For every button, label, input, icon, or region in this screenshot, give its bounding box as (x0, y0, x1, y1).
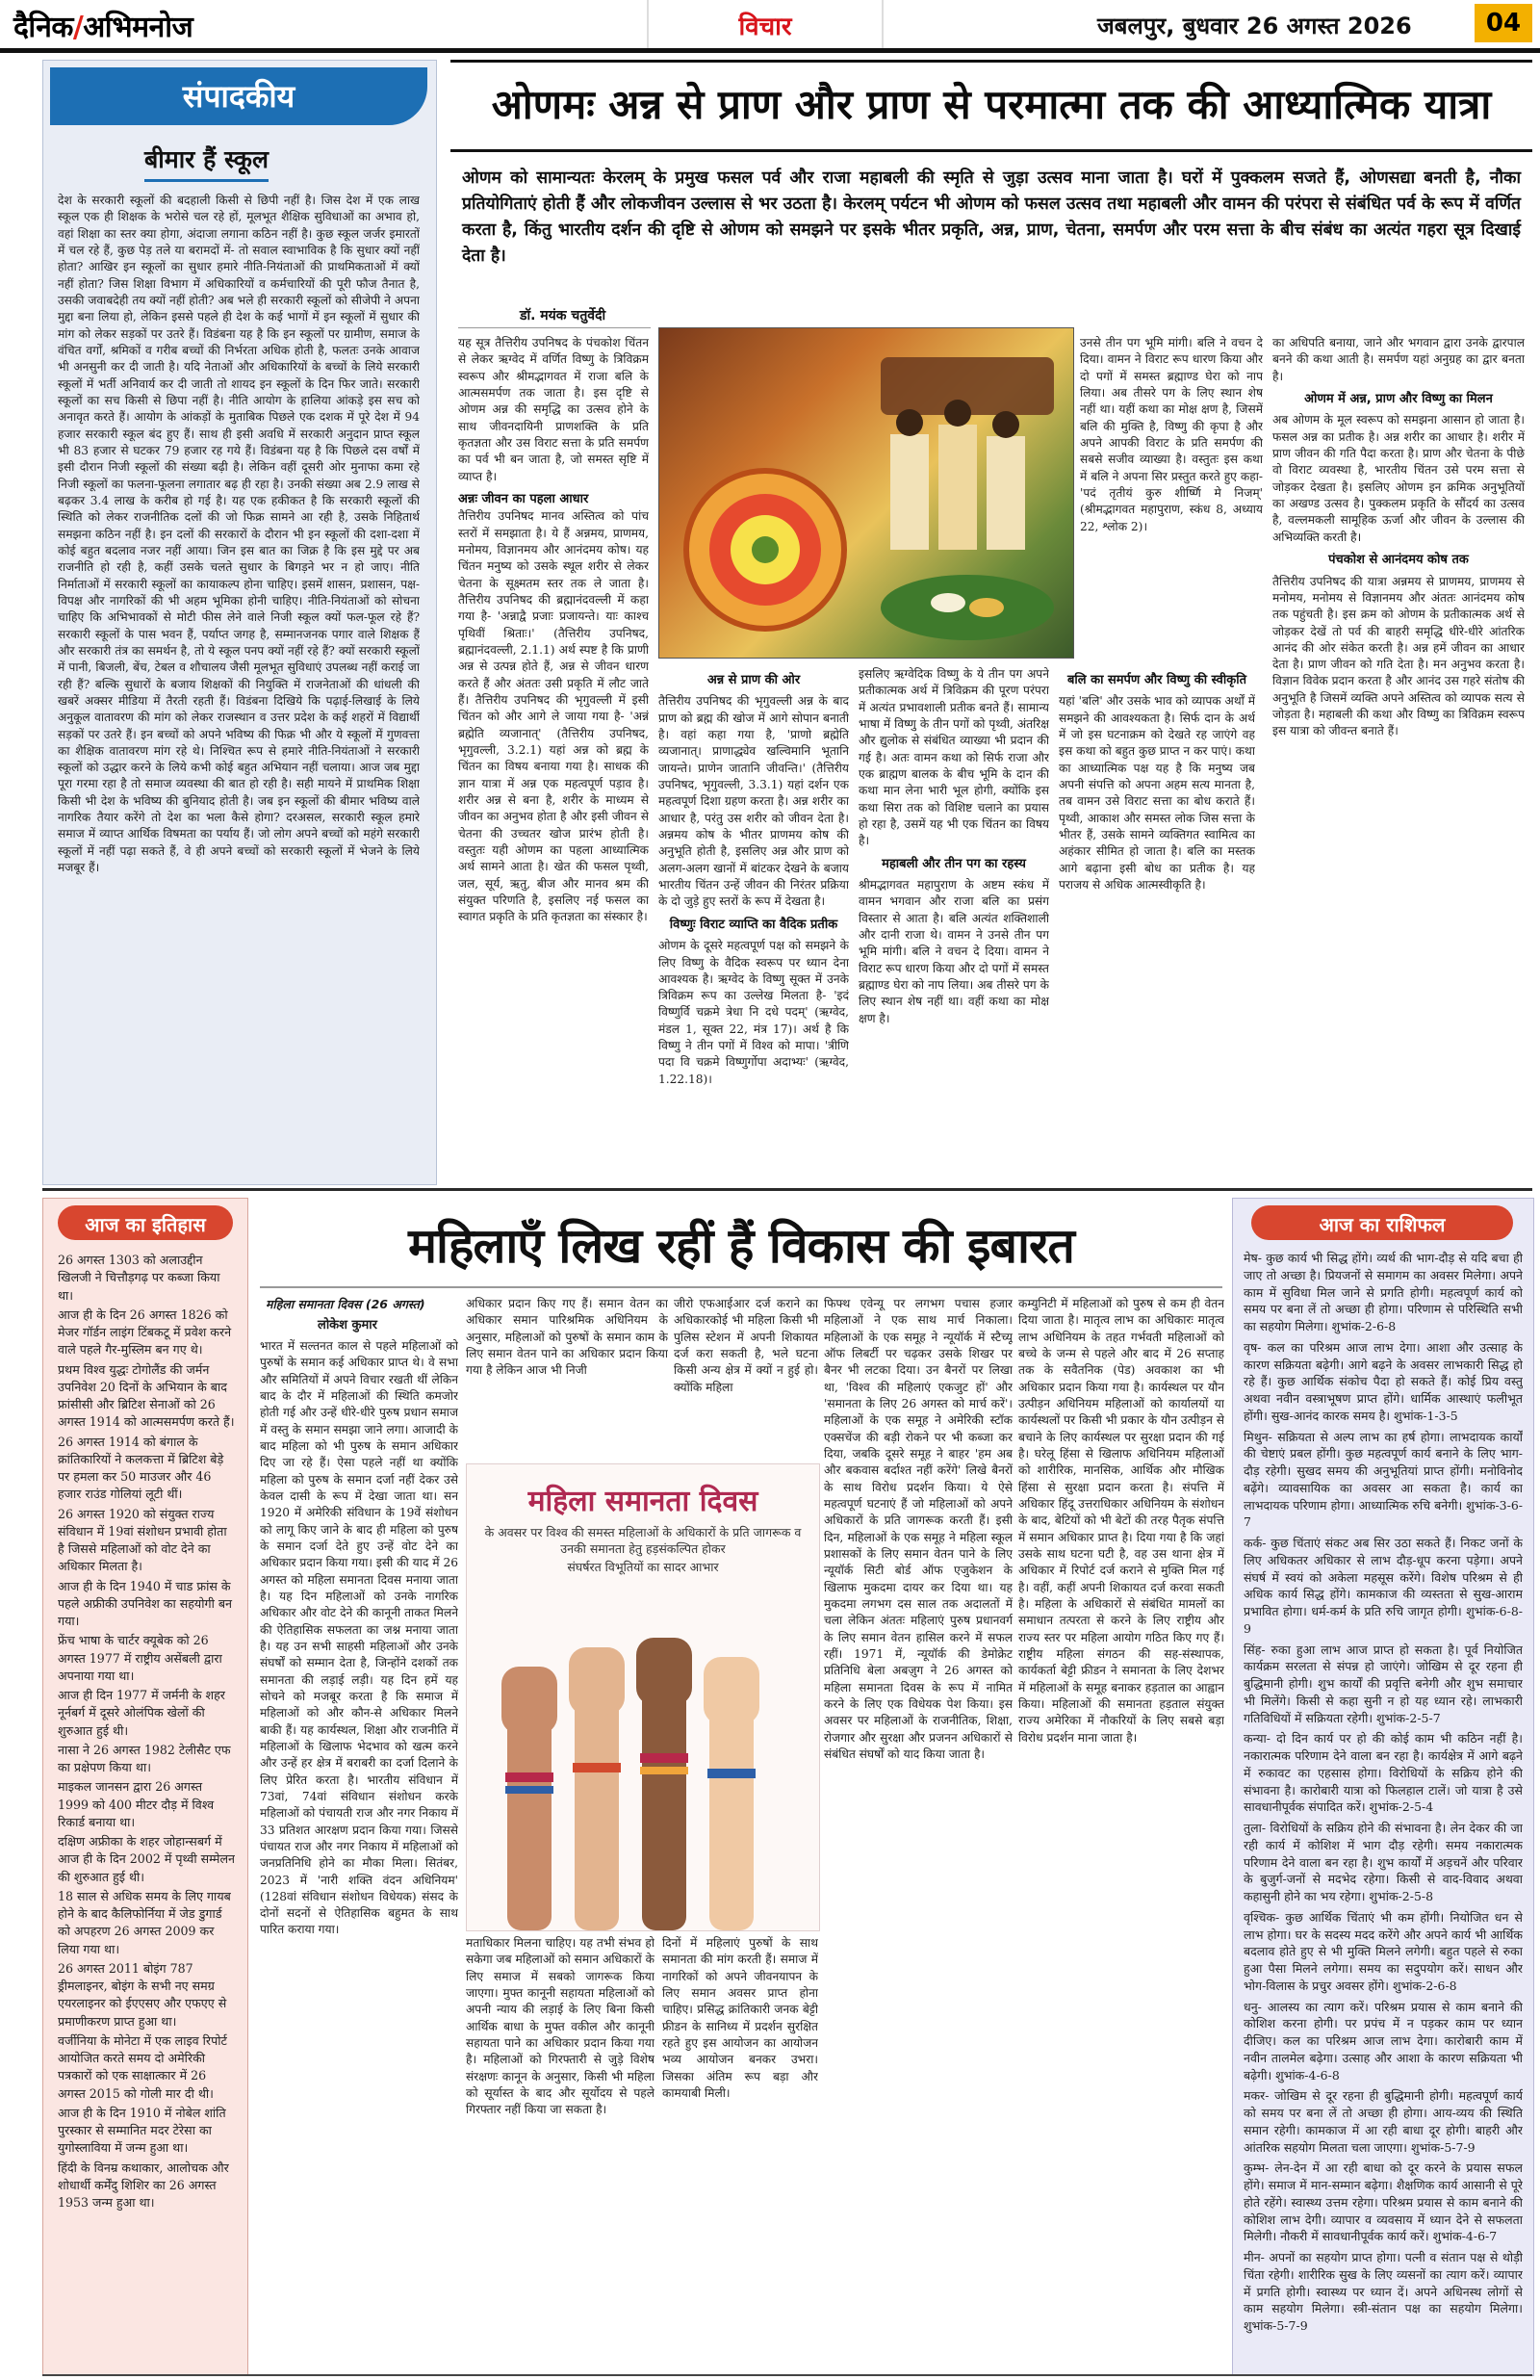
onam-festival-photo (658, 327, 1074, 659)
history-title: आज का इतिहास (85, 1213, 206, 1236)
page-number-badge (1475, 4, 1532, 42)
history-item: आज ही के दिन 1940 में चाड फ्रांस के पहले अफ्रीकी उपनिवेश का सहयोगी बन गया। (58, 1578, 233, 1628)
main-subhead-vishnu: विष्णुः विराट व्याप्ति का वैदिक प्रतीक (669, 917, 838, 932)
horoscope-item: मकर- जोखिम से दूर रहना ही बुद्धिमानी होगी। महत्वपूर्ण कार्य को समय पर बना लें तो अच्छा ही होगा। आय-व्यय की स्थिति समान रहेगी। कामकाज में आ रही बाधा दूर होगी। बाहरी और आंतरिक सहयोग मिलता चला जाएगा। शुभांक-5-7-9 (1244, 2088, 1523, 2155)
graphic-subtitle: के अवसर पर विश्व की समस्त महिलाओं के अधिकारों के प्रति जागरूक व उनकी समानता हेतु हड़संकल्पित होकर (484, 1525, 802, 1556)
main-article-intro: ओणम को सामान्यतः केरलम् के प्रमुख फसल पर्व और राजा महाबली की स्मृति से जुड़ा उत्सव माना जाता है। घरों में पुक्कलम सजते हैं, ओणसद्या बनती है, नौका प्रतियोगिताएं होती हैं और लोकजीवन उल्लास से भर उठता है। केरलम् पर्यटन भी ओणम को फसल उत्सव तथा महाबली और वामन की परंपरा से संबंधित पर्व के रूप में वर्णित करता है, किंतु भारतीय दर्शन की दृष्टि से ओणम को समझने पर इसके भीतर प्रकृति, अन्न, प्राण, चेतना, समर्पण और परम सत्ता के बीच संबंध का अत्यंत गहरा सूत्र दिखाई देता है। (462, 168, 1521, 267)
dateline: जबलपुर, बुधवार 26 अगस्त 2026 (1097, 13, 1412, 39)
horoscope-item: कन्या- दो दिन कार्य पर हो की कोई काम भी कठिन नहीं है। नकारात्मक परिणाम देने वाला बन रहा है। कार्यक्षेत्र में आगे बढ़ने में रुकावट का एहसास होगा। विरोधियों के सक्रिय होने की संभावना है। कारोबारी यात्रा को फिलहाल टालें। जो यात्रा है उसे सावधानीपूर्वक संपादित करें। शुभांक-2-5-4 (1244, 1731, 1523, 1815)
main-article-column-3 (859, 666, 1049, 1071)
horoscope-item: कर्क- कुछ चिंताएं संकट अब सिर उठा सकते हैं। निकट जनों के लिए अधिकतर अधिकार से लाभ दौड़-धूप करना पड़ेगा। अपने संघर्ष में स्वयं को अकेला महसूस करेंगे। विशेष परिश्रम से ही अधिक कार्य सिद्ध होंगे। कामकाज की व्यस्तता से सुख-आराम प्रभावित होगा। धर्म-कर्म के प्रति रुचि जागृत होगी। शुभांक-6-8-9 (1244, 1536, 1523, 1636)
history-list (58, 1252, 235, 2368)
horoscope-item: सिंह- रुका हुआ लाभ आज प्राप्त हो सकता है। पूर्व नियोजित कार्यक्रम सरलता से संपन्न हो जाएंगे। जोखिम से दूर रहना ही बुद्धिमानी होगी। शुभ कार्यों की प्रवृत्ति बनेगी और शुभ समाचार भी मिलेंगे। किसी से कहा सुनी न हो यह ध्यान रहे। लाभकारी गतिविधियों में सक्रियता रहेगी। शुभांक-2-5-7 (1244, 1642, 1523, 1725)
byline-rule (458, 327, 651, 328)
women-article-column-3b: दिनों में महिलाएं पुरुषों के साथ समानता की मांग करती हैं। समाज में नागरिकों को अपने जीवनयापन के लिए समान अवसर प्राप्त होना चाहिए। प्रसिद्ध क्रांतिकारी जनक बेट्टी फ्रीडन के सानिध्य में प्रदर्शन सुरक्षित रहते हुए इस आयोजन का आयोजन भव्य आयोजन बनकर उभरा। जिसका अंतिम रूप बड़ा और कामयाबी मिली। (662, 1936, 818, 2100)
section-divider (42, 1188, 1532, 1191)
women-article-headline: महिलाएँ लिख रहीं हैं विकास की इबारत (408, 1218, 1074, 1274)
main-col6-body-c: तैत्तिरीय उपनिषद की यात्रा अन्नमय से प्राणमय, प्राणमय से मनोमय, मनोमय से विज्ञानमय और अंततः आनंदमय कोष तक पहुंचती है। इस क्रम को ओणम के प्रतीकात्मक अर्थ से जोड़कर देखें तो पर्व की बाहरी समृद्धि धीरे-धीरे आंतरिक आनंद की ओर संकेत करती है। अन्न हमें जीवन का आधार देता है। प्राण जीवन को गति देता है। मन अनुभव करता है। विज्ञान विवेक प्रदान करता है और आनंद उस गहरे संतोष की अनुभूति है जिसमें व्यक्ति अपने अस्तित्व को व्यापक सत्य से जोड़ता है। महाबली की कथा और विष्णु का त्रिविक्रम स्वरूप इस यात्रा को जीवन्त बनाते हैं। (1272, 574, 1525, 738)
main-col2-body-b: ओणम के दूसरे महत्वपूर्ण पक्ष को समझने के लिए विष्णु के वैदिक स्वरूप पर ध्यान देना आवश्यक है। ऋग्वेद के विष्णु सूक्त में उनके त्रिविक्रम रूप का उल्लेख मिलता है- 'इदं विष्णुर्वि चक्रमे त्रेधा नि दधे पदम्' (ऋग्वेद, मंडल 1, सूक्त 22, मंत्र 17)। अर्थ है कि विष्णु ने तीन पगों में विश्व को मापा। 'त्रीणि पदा वि चक्रमे विष्णुर्गोपा अदाभ्यः' (ऋग्वेद, 1.22.18)। (658, 939, 849, 1086)
history-item: 26 अगस्त 1303 को अलाउद्दीन खिलजी ने चित्तौड़गढ़ पर कब्जा किया था। (58, 1253, 220, 1303)
main-article-column-2 (658, 666, 849, 1398)
horoscope-item: मीन- अपनों का सहयोग प्राप्त होगा। पत्नी व संतान पक्ष से थोड़ी चिंता रहेगी। शारीरिक सुख के लिए व्यसनों का त्याग करें। व्यापार में प्रगति होगी। स्वास्थ्य पर ध्यान दें। अपने अधिनस्थ लोगों से काम सहयोग मिलेगा। स्त्री-संतान पक्ष का सहयोग मिलेगा। शुभांक-5-7-9 (1244, 2250, 1523, 2333)
editorial-headline: बीमार हैं स्कूल (144, 142, 269, 182)
horoscope-item: मिथुन- सक्रियता से अल्प लाभ का हर्ष होगा। लाभदायक कार्यों की चेष्टाएं प्रबल होंगी। कुछ महत्वपूर्ण कार्य बनाने के लिए भाग-दौड़ रहेगी। सुखद समय की अनुभूतियां प्राप्त होंगी। मनोविनोद बढ़ेंगे। व्यावसायिक का अवसर आ सकता है। कार्य का लाभदायक परिणाम होगा। आध्यात्मिक रुचि बनेगी। शुभांक-3-6-7 (1244, 1429, 1523, 1530)
women-article-column-4: फिफ्थ एवेन्यू पर लगभग पचास हजार महिलाओं ने एक साथ मार्च निकाला। महिलाओं के एक समूह ने न्यूयॉर्क में स्टैच्यू ऑफ लिबर्टी पर चढ़कर उसके शिखर पर बैनर भी लटका दिया। उन बैनरों पर लिखा था, 'विश्व की महिलाएं एकजुट हों' और 'समानता के लिए 26 अगस्त को मार्च करें'। महिलाओं के एक समूह ने अमेरिकी स्टॉक एक्सचेंज की बड़ी रोकने पर भी कब्जा कर दिया, जबकि दूसरे समूह ने बाहर 'हम अब और बकवास बर्दाश्त नहीं करेंगे' लिखे बैनरों के साथ विरोध प्रदर्शन किया। ये ऐसे महत्वपूर्ण घटनाएं हैं जो महिलाओं को अपने अधिकारों के प्रति जागरूक करती हैं। इसी दिन, महिलाओं के एक समूह ने महिला स्कूल प्रशासकों के लिए समान वेतन पाने के लिए न्यूयॉर्क सिटी बोर्ड ऑफ एजुकेशन के खिलाफ मुकदमा दायर कर दिया था। यह मुकदमा लगभग दस साल तक अदालतों में चला लेकिन अंततः महिलाएं पुरुष प्रधानवर्ग के लिए समान वेतन हासिल करने में सफल रहीं। 1971 में, न्यूयॉर्क की डेमोक्रेट प्रतिनिधि बेला अबज़ुग ने 26 अगस्त को महिला समानता दिवस के रूप में नामित करने के लिए एक विधेयक पेश किया। इस अवसर पर महिलाओं के राजनीतिक, शिक्षा, रोजगार और सुरक्षा और प्रजनन अधिकारों से संबंधित संघर्षों को याद किया जाता है। (824, 1297, 1013, 1761)
editorial-banner (50, 67, 427, 125)
graphic-title: महिला समानता दिवस (527, 1485, 758, 1518)
horoscope-list (1244, 1250, 1523, 2370)
graphic-tagline: संघर्षरत विभूतियों का सादर आभार (567, 1560, 719, 1574)
women-article-kicker: महिला समानता दिवस (26 अगस्त) (266, 1297, 425, 1311)
editorial-body: देश के सरकारी स्कूलों की बदहाली किसी से छिपी नहीं है। जिस देश में एक लाख स्कूल एक ही शिक्षक के भरोसे चल रहे हों, मूलभूत शैक्षिक सुविधाओं का अभाव हो, वहां शिक्षा का स्तर क्या होगा, अंदाजा लगाना कठिन नहीं है। कुछ स्कूल जर्जर इमारतों में चल रहे हैं, कुछ पेड़ तले या बरामदों में- तो सवाल स्वाभाविक है कि सुधार क्यों नहीं होता? आखिर इन स्कूलों का सुधार हमारे नीति-नियंताओं की प्राथमिकताओं में क्यों नहीं होता? जिस शिक्षा विभाग में अधिकारियों व कर्मचारियों की पूरी फौज तैनात है, उसकी जवाबदेही तय क्यों नहीं होती? अब भले ही सरकारी स्कूलों को सीजेपी ने अपना मुद्दा बना लिया हो, लेकिन इससे पहले ही देश के कई भागों में इन स्कूलों में सुधार की मांग को लेकर सड़कों पर उतरे हैं। विडंबना यह है कि इन स्कूलों पर ग्रामीण, समाज के वंचित वर्गों, श्रमिकों व गरीब बच्चों की निर्भरता अधिक होती है, फलतः उनके आवाज भी अनसुनी कर दी जाती है। यदि नेताओं और अधिकारियों के बच्चों के लिये सरकारी स्कूलों में भर्ती अनिवार्य कर दी जाती तो शायद इन स्कूलों के दिन फिर जाते। सरकारी स्कूलों का सच किसी से छिपा नहीं है। नीति आयोग के हालिया आंकड़े इस सच को अनावृत करते हैं। आयोग के आंकड़ों के मुताबिक पिछले एक दशक में पूरे देश में 94 हजार सरकारी स्कूल बंद हुए हैं। साथ ही इसी अवधि में सरकारी अनुदान प्राप्त स्कूल भी 83 हजार से घटकर 79 हजार रह गये हैं। विडंबना यह है कि पिछले दस वर्षों में इसी दौरान निजी स्कूलों की संख्या बढ़ी है। लेकिन वहीं दूसरी ओर मुनाफा कमा रहे निजी स्कूलों का फलना-फूलना लगातार बढ़ ही रहा है। उनकी संख्या अब 2.9 लाख से बढ़कर 3.4 लाख के करीब हो गई है। यह एक हकीकत है कि सरकारी स्कूलों की स्थिति को लेकर राजनीतिक दलों की जो फिक्र सामने आ रही है, उसके निहितार्थ समझना कठिन नहीं है। इन दलों की सरकारों के दौरान भी इन स्कूलों की दशा-दशा में कोई बहुत बदलाव नजर नहीं आया। जिन इस बात का जिक्र है कि इस मुद्दे पर अब राजनीति हो रही है, कहीं उसके चलते सुधार के बिगड़ने भर न हो जाए। नीति निर्माताओं में सरकारी स्कूलों का कायाकल्प होना चाहिए। इसमें शासन, प्रशासन, पक्ष-विपक्ष और नागरिकों की भी अहम भूमिका होनी चाहिए। नीति-नियंताओं को सोचना चाहिए कि अभिभावकों से मोटी फीस लेने वाले निजी स्कूल क्यों फल-फूल रहे हैं? सरकारी स्कूलों के पास भवन हैं, पर्याप्त जगह है, सम्मानजनक पगार वाले शिक्षक हैं और सरकारी तंत्र का समर्थन है, तो ये स्कूल पनप क्यों नहीं रहे हैं? क्यों सरकारी स्कूलों में पानी, बिजली, बेंच, टेबल व शौचालय जैसी मूलभूत सुविधाएं उपलब्ध नहीं कराई जा रही हैं? बल्कि सुधारों के बजाय शिक्षकों की नियुक्ति में राजनेताओं की धांधली की खबरें अक्सर मीडिया में तैरती रहती हैं। विडंबना दिखिये कि पढ़ाई-लिखाई के लिये अनुकूल वातावरण की मांग को लेकर राजस्थान व उत्तर प्रदेश के कई शहरों में विद्यार्थी सड़कों पर उतरे हैं। इन बच्चों को अपने भविष्य की फिक्र भी और ये स्कूलों में गुणवत्ता का शैक्षिक वातावरण मांग रहे थे। निश्चित रूप से हमारे नीति-नियंताओं ने सरकारी स्कूलों को उद्धार करने के लिये कभी कोई बहुत अभियान नहीं चलाया। आज जब मुद्दा पूरा गरमा रहा है तो समाज व्यवस्था की बात हो रही है। सही मायने में प्राथमिक शिक्षा किसी भी देश के भविष्य की बुनियाद होती है। जब इन स्कूलों की बीमार भविष्य वाले नागरिक तैयार करेंगे तो देश का भला कैसे होगा? दरअसल, सरकारी स्कूल हमारे समाज में व्याप्त आर्थिक विषमता का पर्याय हैं। जो लोग अपने बच्चों को महंगे सरकारी स्कूलों में नहीं पढ़ा सकते हैं, वे ही अपने बच्चों को सरकारी स्कूलों में भेजने के लिये मजबूर हैं। (58, 194, 420, 875)
main-article-column-5 (1080, 335, 1263, 662)
history-item: दक्षिण अफ्रीका के शहर जोहान्सबर्ग में आज ही के दिन 2002 में पृथ्वी सम्मेलन की शुरुआत हुई थी। (58, 1834, 235, 1884)
main-subhead-onam-union: ओणम में अन्न, प्राण और विष्णु का मिलन (1304, 391, 1493, 406)
main-col4-body: यहां 'बलि' और उसके भाव को व्यापक अर्थों में समझने की आवश्यकता है। सिर्फ दान के अर्थ में जो इस घटनाक्रम को देखते रह जाएंगे वह इस कथा को बहुत कुछ प्राप्त न कर पाएं। कथा का आध्यात्मिक पक्ष यह है कि मनुष्य जब अपनी संपत्ति को अपना अहम सत्य मानता है, तब वामन उसे विराट सत्ता का बोध कराते हैं। पृथ्वी, आकाश और समस्त लोक जिस सत्ता के भीतर हैं, उसके सामने व्यक्तिगत स्वामित्व का अहंकार सीमित हो जाता है। बलि का मस्तक आगे बढ़ाना इसी बोध का प्रतीक है। यह पराजय से अधिक आत्मस्वीकृति है। (1059, 694, 1255, 892)
main-col3-body: इसलिए ऋग्वेदिक विष्णु के ये तीन पग अपने प्रतीकात्मक अर्थ में त्रिविक्रम की पूरण परंपरा में अत्यंत प्रभावशाली प्रतीक बनते हैं। सामान्य भाषा में विष्णु के तीन पगों को पृथ्वी, अंतरिक्ष और द्युलोक से संबंधित व्याख्या भी प्रदान की गई है। अतः वामन कथा को सिर्फ राजा और एक ब्राह्मण बालक के बीच भूमि के दान की कथा मान लेना भारी भूल होगी, क्योंकि इस कथा सिरा तक को विशिष्ट चलाने का प्रयास हो रहा है, उसमें यह भी एक चिंतन का विषय है। (859, 667, 1049, 848)
history-item: आज ही के दिन 1910 में नोबेल शांति पुरस्कार से सम्मानित मदर टेरेसा का युगोस्लाविया में जन्म हुआ था। (58, 2105, 226, 2156)
history-item: हिंदी के विनम्र कथाकार, आलोचक और शोधार्थी कर्मेंदु शिशिर का 26 अगस्त 1953 जन्म हुआ था। (58, 2160, 229, 2210)
main-subhead-prana: अन्न से प्राण की ओर (706, 673, 801, 687)
history-item: माइकल जानसन द्वारा 26 अगस्त 1999 को 400 मीटर दौड़ में विश्व रिकार्ड बनाया था। (58, 1779, 215, 1829)
history-item: फ्रेंच भाषा के चार्टर क्यूबेक को 26 अगस्त 1977 में राष्ट्रीय असेंबली द्वारा अपनाया गया था। (58, 1633, 222, 1683)
history-item: प्रथम विश्व युद्धः टोगोलैंड की जर्मन उपनिवेश 20 दिनों के अभियान के बाद फ्रांसीसी और ब्रिटिश सेनाओं को 26 अगस्त 1914 को आत्मसमर्पण करते हैं। (58, 1361, 235, 1430)
history-item: आज ही के दिन 26 अगस्त 1826 को मेजर गॉर्डन लाइंग टिंबकटू में प्रवेश करने वाले पहले गैर-मुस्लिम बन गए थे। (58, 1306, 232, 1358)
history-item: 26 अगस्त 1920 को संयुक्त राज्य संविधान में 19वां संशोधन प्रभावी होता है जिससे महिलाओं को वोट देने का अधिकार मिलता है। (58, 1506, 227, 1574)
main-col3-body-b: श्रीमद्भागवत महापुराण के अष्टम स्कंध में वामन भगवान और राजा बलि का प्रसंग विस्तार से आता है। बलि अत्यंत शक्तिशाली और दानी राजा थे। वामन ने उनसे तीन पग भूमि मांगी। बलि ने वचन दे दिया। वामन ने विराट रूप धारण किया और दो पगों में समस्त ब्रह्माण्ड घेरा को नाप लिया। अब तीसरे पग के लिए स्थान शेष नहीं था। वहीं कथा का मोक्ष क्षण है। (859, 878, 1049, 1025)
history-item: वर्जीनिया के मोनेटा में एक लाइव रिपोर्ट आयोजित करते समय दो अमेरिकी पत्रकारों को एक साक्षात्कार में 26 अगस्त 2015 को गोली मार दी थी। (58, 2032, 227, 2101)
editorial-banner-label: संपादकीय (182, 78, 295, 115)
horoscope-banner (1251, 1205, 1513, 1240)
history-item: आज ही दिन 1977 में जर्मनी के शहर नूर्नबर्ग में दूसरे ओलंपिक खेलों की शुरुआत हुई थी। (58, 1688, 225, 1738)
horoscope-item: तुला- विरोधियों के सक्रिय होने की संभावना है। लेन देकर की जा रही कार्य में कोशिश में भाग दौड़ रहेगी। समय नकारात्मक परिणाम देने वाला बन रहा है। शुभ कार्यों में अड़चनें और परिवार के बुजुर्ग-जनों से मदभेद रहेगा। किसी से वाद-विवाद अथवा कहासुनी होने का भय रहेगा। शुभांक-2-5-8 (1244, 1821, 1523, 1903)
raised-fists-icon (467, 1599, 819, 1930)
main-subhead-mahabali: महाबली और तीन पग का रहस्य (882, 856, 1026, 871)
bottom-rule (42, 2374, 1532, 2376)
main-col1-lead: यह सूत्र तैत्तिरीय उपनिषद के पंचकोश चिंतन से लेकर ऋग्वेद में वर्णित विष्णु के त्रिविक्रम स्वरूप और श्रीमद्भागवत में राजा बलि के आत्मसमर्पण तक जाता है। इस दृष्टि से ओणम अन्न की समृद्धि का उत्सव होने के साथ जीवनदायिनी प्राणशक्ति के प्रति कृतज्ञता और उस विराट सत्ता के प्रति समर्पण का पर्व भी बन जाता है, जो समस्त सृष्टि में व्याप्त है। (458, 336, 649, 483)
main-col1-body: तैत्तिरीय उपनिषद मानव अस्तित्व को पांच स्तरों में समझाता है। ये हैं अन्नमय, प्राणमय, मनोमय, विज्ञानमय और आनंदमय कोष। यह चिंतन मनुष्य को उसके स्थूल शरीर से लेकर चेतना के सूक्ष्मतम स्तर तक ले जाता है। तैत्तिरीय उपनिषद की ब्रह्मानंदवल्ली में कहा गया है- 'अन्नाद्वै प्रजाः प्रजायन्ते। याः काश्च पृथिवीं श्रिताः।' (तैत्तिरीय उपनिषद, ब्रह्मानंदवल्ली, 2.1.1) अर्थ स्पष्ट है कि प्राणी अन्न से उत्पन्न होते हैं, अन्न से जीवन धारण करते हैं और अंततः उसी प्रकृति में लौट जाते हैं। तैत्तिरीय उपनिषद की भृगुवल्ली में इसी चिंतन को और आगे ले जाया गया है- 'अन्नं ब्रह्मेति व्यजानात्' (तैत्तिरीय उपनिषद, भृगुवल्ली, 3.2.1) यहां अन्न को ब्रह्म के चिंतन का विषय बनाया गया है। साधक की ज्ञान यात्रा में अन्न एक महत्वपूर्ण पड़ाव है। शरीर अन्न से बना है, शरीर के माध्यम से जीवन का अनुभव होता है और इसी जीवन से चेतना की उच्चतर खोज प्रारंभ होती है। वस्तुतः यही ओणम का पहला आध्यात्मिक अर्थ सामने आता है। खेत की फसल पृथ्वी, जल, सूर्य, ऋतु, बीज और मानव श्रम की संयुक्त परिणति है, इसलिए नई फसल का स्वागत प्रकृति के प्रति कृतज्ञता का संस्कार है। (458, 509, 649, 924)
horoscope-item: कुम्भ- लेन-देन में आ रही बाधा को दूर करने के प्रयास सफल होंगे। समाज में मान-सम्मान बढ़ेगा। शैक्षणिक कार्य आसानी से पूरे होते रहेंगे। स्वास्थ्य उत्तम रहेगा। परिश्रम प्रयास से काम बनाने की कोशिश लाभ देगी। व्यापार व व्यवसाय में ध्यान देने से सफलता मिलेगी। नौकरी में सावधानीपूर्वक कार्य करें। शुभांक-4-6-7 (1244, 2160, 1523, 2244)
history-item: 26 अगस्त 1914 को बंगाल के क्रांतिकारियों ने कलकत्ता में ब्रिटिश बेड़े पर हमला कर 50 माउजर और 46 हजार राउंड गोलियां लूटी थीं। (58, 1434, 224, 1502)
horoscope-item: धनु- आलस्य का त्याग करें। परिश्रम प्रयास से काम बनाने की कोशिश करना होगी। पर प्रपंच में न पड़कर काम पर ध्यान दीजिए। कल का परिश्रम आज लाभ देगा। कारोबारी काम में नवीन तालमेल बढ़ेगा। उत्साह और आशा के कारण सक्रियता भी बढ़ेगी। शुभांक-4-6-8 (1244, 1999, 1523, 2082)
main-subhead-bali: बलि का समर्पण और विष्णु की स्वीकृति (1066, 673, 1246, 687)
main-subhead-food: अन्नः जीवन का पहला आधार (458, 491, 589, 506)
main-article-column-1 (458, 335, 649, 1067)
main-col6-lead: का अधिपति बनाया, जाने और भगवान द्वारा उनके द्वारपाल बनने की कथा आती है। समर्पण यहां अनुग्रह का द्वार बनता है। (1272, 336, 1525, 383)
main-article-banner (450, 60, 1532, 152)
women-article-byline: लोकेश कुमार (318, 1318, 377, 1332)
history-item: नासा ने 26 अगस्त 1982 टेलीसैट एफ का प्रक्षेपण किया था। (58, 1742, 231, 1774)
women-article-column-2b: मताधिकार मिलना चाहिए। यह तभी संभव हो सकेगा जब महिलाओं को समान अधिकारों के लिए समाज में सबको जागरूक किया जाएगा। मुफ्त कानूनी सहायता महिलाओं को अपनी न्याय की लड़ाई के लिए बिना किसी आर्थिक बाधा के मुफ्त वकील और कानूनी सहायता पाने का अधिकार प्रदान किया गया है। महिलाओं को गिरफ्तारी से जुड़े विशेष संरक्षणः कानून के अनुसार, किसी भी महिला को सूर्यास्त के बाद और सूर्योदय से पहले गिरफ्तार नहीं किया जा सकता है। (466, 1936, 654, 2117)
women-article-column-2: अधिकार प्रदान किए गए हैं। समान वेतन का अधिकार समान पारिश्रमिक अधिनियम के अनुसार, महिलाओं को पुरुषों के समान काम के लिए समान वेतन पाने का अधिकार प्रदान किया गया है लेकिन आज भी निजी (466, 1297, 668, 1378)
women-article-column-5: कम्युनिटी में महिलाओं को पुरुष से कम ही वेतन दिया जाता है। मातृत्व लाभ का अधिकारः मातृत्व लाभ अधिनियम के तहत गर्भवती महिलाओं को बच्चे के जन्म से पहले और बाद में 26 सप्ताह तक के सवैतनिक (पेड) अवकाश का भी अधिकार प्रदान किया गया है। कार्यस्थल पर यौन उत्पीड़न अधिनियम महिलाओं को कार्यालयों या कार्यस्थलों पर किसी भी प्रकार के यौन उत्पीड़न से बचाने के लिए कार्यस्थल पर सुरक्षा प्रदान की गई है। घरेलू हिंसा से खिलाफ अधिनियम महिलाओं को शारीरिक, मानसिक, आर्थिक और मौखिक हिंसा से सुरक्षा प्रदान करता है। संपत्ति में अधिकार हिंदू उत्तराधिकार अधिनियम के संशोधन के बाद, बेटियों को भी बेटों की तरह पैतृक संपत्ति में समान अधिकार प्राप्त है। दिया गया है कि जहां उसके साथ घटना घटी है, वह उस थाना क्षेत्र में अधिकार में रिपोर्ट दर्ज कराने से मुक्ति मिल गई है। वहीं, कहीं अपनी शिकायत दर्ज करवा सकती है। महिला के अधिकारों से संबंधित मामलों का समाधान तत्परता से करने के लिए राष्ट्रीय और राज्य स्तर पर महिला आयोग गठित किए गए हैं। राष्ट्रीय महिला संगठन की सह-संस्थापक, कार्यकर्ता बेट्टी फ्रीडन ने समानता के लिए देशभर में महिलाओं के समूह बनाकर हड़ताल का आह्वान किया। महिलाओं की समानता हड़ताल संयुक्त राज्य अमेरिका में नौकरियों के लिए सबसे बड़ा विरोध प्रदर्शन माना जाता है। (1018, 1297, 1224, 1745)
history-banner (58, 1205, 233, 1240)
newspaper-logo[interactable] (13, 6, 193, 44)
main-col2-body: तैत्तिरीय उपनिषद की भृगुवल्ली अन्न के बाद प्राण को ब्रह्म की खोज में आगे सोपान बनाती है। वहां कहा गया है, 'प्राणो ब्रह्मेति व्यजानात्। प्राणाद्ध्येव खल्विमानि भूतानि जायन्ते। प्राणेन जातानि जीवन्ति।' (तैत्तिरीय उपनिषद, भृगुवल्ली, 3.3.1) यहां दर्शन एक महत्वपूर्ण दिशा ग्रहण करता है। अन्न शरीर का आधार है, परंतु उस शरीर को जीवन देता है। अन्नमय कोष के भीतर प्राणमय कोष की अनुभूति होती है, इसलिए अन्न और प्राण को अलग-अलग खानों में बांटकर देखने के बजाय भारतीय चिंतन उन्हें जीवन की निरंतर प्रक्रिया के दो जुड़े हुए स्तरों के रूप में देखता है। (658, 694, 849, 909)
horoscope-title: आज का राशिफल (1319, 1213, 1446, 1236)
history-item: 26 अगस्त 2011 बोइंग 787 ड्रीमलाइनर, बोइंग के सभी नए समग्र एयरलाइनर को ईएएसए और एफएए से प्रमाणीकरण प्राप्त हुआ था। (58, 1960, 227, 2029)
logo-slash: / (72, 11, 84, 44)
main-article-column-4 (1059, 666, 1255, 1177)
women-article-column-1: भारत में सल्तनत काल से पहले महिलाओं को पुरुषों के समान कई अधिकार प्राप्त थे। वे सभा और समितियों में अपने विचार रखती थीं लेकिन बाद के दौर में महिलाओं की स्थिति कमजोर होती गई और उन्हें धीरे-धीरे पुरुष प्रधान समाज में वस्तु के समान समझा जाने लगा। आजादी के बाद महिला को भी पुरुष के समान अधिकार दिए जा रहे हैं। ऐसा पहले नहीं था क्योंकि महिला को पुरुष के समान दर्जा नहीं देकर उसे केवल दासी के रूप में देखा जाता था। सन 1920 में अमेरिकी संविधान के 19वें संशोधन को लागू किए जाने के बाद ही महिला को पुरुष के समान दर्जा देते हुए उन्हें वोट देने का अधिकार प्रदान किया गया। इसी की याद में 26 अगस्त को महिला समानता दिवस मनाया जाता है। यह दिन महिलाओं को उनके नागरिक अधिकार और वोट देने की कानूनी ताकत मिलने की ऐतिहासिक सफलता का जश्न मनाया जाता है। यह उन सभी साहसी महिलाओं और उनके संघर्षों को सम्मान देता है, जिन्होंने दशकों तक समानता की लड़ाई लड़ी। यह दिन हमें यह सोचने को मजबूर करता है कि समाज में महिलाओं को और कौन-से अधिकार मिलने बाकी हैं। यह कार्यस्थल, शिक्षा और राजनीति में महिलाओं के खिलाफ भेदभाव को खत्म करने और उन्हें हर क्षेत्र में बराबरी का दर्जा दिलाने के लिए प्रेरित करता है। भारतीय संविधान में 73वां, 74वां संविधान संशोधन करके महिलाओं को पंचायती राज और नगर निकाय में 33 प्रतिशत आरक्षण प्रदान किया गया। जिससे पंचायत राज और नगर निकाय में महिलाओं को जनप्रतिनिधि होने का मौका मिला। सितंबर, 2023 में 'नारी शक्ति वंदन अधिनियम' (128वां संविधान संशोधन विधेयक) संसद के दोनों सदनों से ऐतिहासिक बहुमत के साथ पारित कराया गया। (260, 1339, 458, 1937)
horoscope-item: मेष- कुछ कार्य भी सिद्ध होंगे। व्यर्थ की भाग-दौड़ से यदि बचा ही जाए तो अच्छा है। प्रियजनों से समागम का अवसर मिलेगा। अपने काम में सुविधा मिल जाने से प्रगति होगी। महत्वपूर्ण कार्य को समय पर बना लें तो अच्छा ही होगा। परिणाम से परिस्थिति सभी का सहयोग मिलेगा। शुभांक-2-6-8 (1244, 1251, 1523, 1333)
main-col5-body: उनसे तीन पग भूमि मांगी। बलि ने वचन दे दिया। वामन ने विराट रूप धारण किया और दो पगों में समस्त ब्रह्माण्ड घेरा को नाप लिया। अब तीसरे पग के लिए स्थान शेष नहीं था। यहीं कथा का मोक्ष क्षण है, जिसमें बलि की मुक्ति है, विष्णु की कृपा है और अपने आपकी विराट के प्रति समर्पण की सबसे सजीव व्याख्या है। वस्तुतः इस कथा में बलि ने अपना सिर प्रस्तुत करते हुए कहा- 'पदं तृतीयं कुरु शीर्ष्णि मे निजम्' (श्रीमद्भागवत महापुराण, स्कंध 8, अध्याय 22, श्लोक 2)। (1080, 336, 1263, 533)
masthead (0, 0, 1540, 48)
horoscope-item: वृश्चिक- कुछ आर्थिक चिंताएं भी कम होंगी। नियोजित धन से लाभ होगा। घर के सदस्य मदद करेंगे और अपने कार्य भी आर्थिक बदलाव होते हुए से भी मुक्ति मिलने लगेगी। बहुत पहले से रुका हुआ पैसा मिलने लगेगा। समय का सदुपयोग करें। साधन और भोग-विलास के प्रचुर अवसर होंगे। शुभांक-2-6-8 (1244, 1909, 1523, 1993)
women-article-column-3: जीरो एफआईआर दर्ज कराने का अधिकारकोई भी महिला किसी भी पुलिस स्टेशन में अपनी शिकायत दर्ज करा सकती है, भले घटना किसी अन्य क्षेत्र में क्यों न हुई हो। क्योंकि महिला (674, 1297, 818, 1394)
logo-text-left: दैनिक (13, 11, 73, 44)
history-item: 18 साल से अधिक समय के लिए गायब होने के बाद कैलिफोर्निया में जेड डुगार्ड को अपहरण 26 अगस्त 2009 कर लिया गया था। (58, 1888, 231, 1956)
women-equality-graphic (466, 1463, 820, 1931)
page-number: 04 (1485, 9, 1522, 38)
masthead-rule (0, 48, 1540, 53)
main-article-column-6 (1272, 335, 1525, 1178)
main-col6-body: अब ओणम के मूल स्वरूप को समझना आसान हो जाता है। फसल अन्न का प्रतीक है। अन्न शरीर का आधार है। शरीर में प्राण जीवन की गति पैदा करता है। प्राण और चेतना के पीछे वो विराट व्यवस्था है, भारतीय चिंतन उसे परम सत्ता से जोड़कर देखता है। इसलिए ओणम इन क्रमिक अनुभूतियों का अखण्ड उत्सव है। पुक्कलम प्रकृति के सौंदर्य का उत्सव है, वल्लमकली सामूहिक ऊर्जा और जीवन के उल्लास की अभिव्यक्ति करती है। (1272, 413, 1525, 544)
horoscope-item: वृष- कल का परिश्रम आज लाभ देगा। आशा और उत्साह के कारण सक्रियता बढ़ेगी। आगे बढ़ने के अवसर लाभकारी सिद्ध हो रहे हैं। कुछ आर्थिक संकोच पैदा हो सकते हैं। कोई प्रिय वस्तु अथवा नवीन वस्त्राभूषण प्राप्त होंगे। धार्मिक आस्थाएं फलीभूत होंगी। सुख-आनंद कारक समय है। शुभांक-1-3-5 (1244, 1339, 1523, 1423)
main-article-headline: ओणमः अन्न से प्राण और प्राण से परमात्मा तक की आध्यात्मिक यात्रा (491, 81, 1492, 128)
logo-text-right: अभिमनोज (83, 11, 193, 44)
section-tab (647, 0, 884, 48)
main-subhead-panchkosh: पंचकोश से आनंदमय कोष तक (1328, 553, 1469, 568)
section-label: विचार (738, 13, 792, 41)
main-article-byline: डॉ. मयंक चतुर्वेदी (520, 308, 606, 323)
women-headline-rule (260, 1286, 1222, 1288)
onam-photo-illustration (659, 328, 1073, 658)
